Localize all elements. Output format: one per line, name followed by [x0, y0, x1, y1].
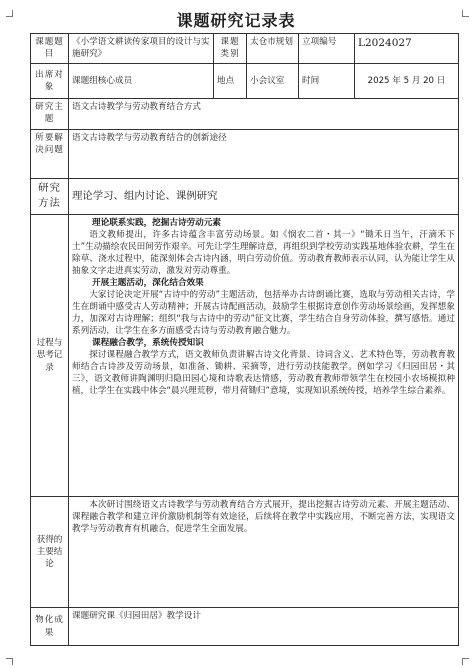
- process-text-3: 探讨课程融合教学方式，语文教师负责讲解古诗文化背景、诗词含义、艺术特色等，劳动教育教师结合古诗涉及劳动场景，如准备、锄耕、采摘等，进行劳动技能教学。例如学习《归园田居・其三》，语文教师讲陶渊明归隐田园心境和诗歌表达情感，劳动教育教师带领学生在校园小农场模拟种植，让学生在实践中体会“晨兴理荒秽，带月荷锄归”意境，实现知识系统传授，培养学生综合素养。: [72, 350, 455, 397]
- process-heading-2: 开展主题活动，深化结合效果: [92, 278, 204, 289]
- record-table: [30, 33, 459, 646]
- topic-row: [31, 34, 459, 64]
- problem-label: 所要解决问题: [31, 130, 69, 179]
- process-label: 过程与思考记录: [31, 215, 69, 497]
- results-label: 物化成果: [31, 608, 69, 646]
- insights-row: [31, 497, 459, 608]
- attendees-row: [31, 64, 459, 99]
- problem-value: 语文古诗教学与劳动教育结合的创新途径: [69, 130, 459, 179]
- process-row: [31, 215, 459, 497]
- crop-mark-bottom-left: [6, 658, 13, 665]
- crop-mark-bottom-right: [462, 658, 469, 665]
- method-value: 理论学习、组内讨论、课例研究: [69, 179, 459, 215]
- category-value: 太仓市规划: [247, 34, 299, 64]
- insights-label: 获得的主要结论: [31, 497, 69, 608]
- category-label: 课题类别: [214, 34, 247, 64]
- process-text-1: 语文教师提出，许多古诗蕴含丰富劳动场景。如《悯农二首・其一》“锄禾日当午，汗滴禾下土”生动描绘农民田间劳作艰辛。可先让学生理解诗意，再组织到学校劳动实践基地体验农耕，学生在除草、浇水过程中，能深刻体会古诗内涵，明白劳动价值。劳动教育教师表示认同，认为能让学生从抽象文字走进真实劳动，激发对劳动尊重。: [72, 230, 455, 277]
- time-value: 2025 年 5 月 20 日: [355, 64, 459, 99]
- problem-row: [31, 130, 459, 179]
- topic-label: 课题题目: [31, 34, 69, 64]
- topic-value: 《小学语文耕读传家项目的设计与实施研究》: [69, 34, 214, 64]
- method-row: [31, 179, 459, 215]
- location-label: 地点: [214, 64, 247, 99]
- id-value: L2024027: [355, 34, 459, 64]
- attendees-value: 课题组核心成员: [69, 64, 214, 99]
- location-value: 小会议室: [247, 64, 299, 99]
- method-label: 研究方法: [31, 179, 69, 215]
- process-text-2: 大家讨论决定开展“古诗中的劳动”主题活动，包括举办古诗朗诵比赛，选取与劳动相关古诗，学生在朗诵中感受古人劳动精神；开展古诗配画活动，鼓励学生根据诗意创作劳动场景绘画，发挥想象力，加深对古诗理解；组织“我与古诗中的劳动”征文比赛，学生结合自身劳动体验，撰写感悟。通过系列活动，让学生在多方面感受古诗与劳动教育融合魅力。: [72, 290, 455, 337]
- theme-label: 研究主题: [31, 99, 69, 130]
- results-value: 课题研究课《归园田居》教学设计: [69, 608, 459, 646]
- attendees-label: 出席对象: [31, 64, 69, 99]
- process-heading-3: 课程融合教学，系统传授知识: [92, 338, 204, 349]
- theme-value: 语文古诗教学与劳动教育结合方式: [69, 99, 459, 130]
- insights-value: 本次研讨围绕语文古诗教学与劳动教育结合方式展开，提出挖掘古诗劳动元素、开展主题活动、课程融合教学和建立评价激励机制等有效途径，后续将在教学中实践应用，不断完善方法，实现语文教学与劳动教育有机融合，促进学生全面发展。: [69, 497, 459, 608]
- time-label: 时间: [299, 64, 355, 99]
- theme-row: [31, 99, 459, 130]
- results-row: [31, 608, 459, 646]
- id-label: 立项编号: [299, 34, 355, 64]
- process-heading-1: 理论联系实践，挖掘古诗劳动元素: [92, 218, 221, 228]
- document-title: 课题研究记录表: [176, 11, 296, 30]
- process-content: [69, 215, 459, 497]
